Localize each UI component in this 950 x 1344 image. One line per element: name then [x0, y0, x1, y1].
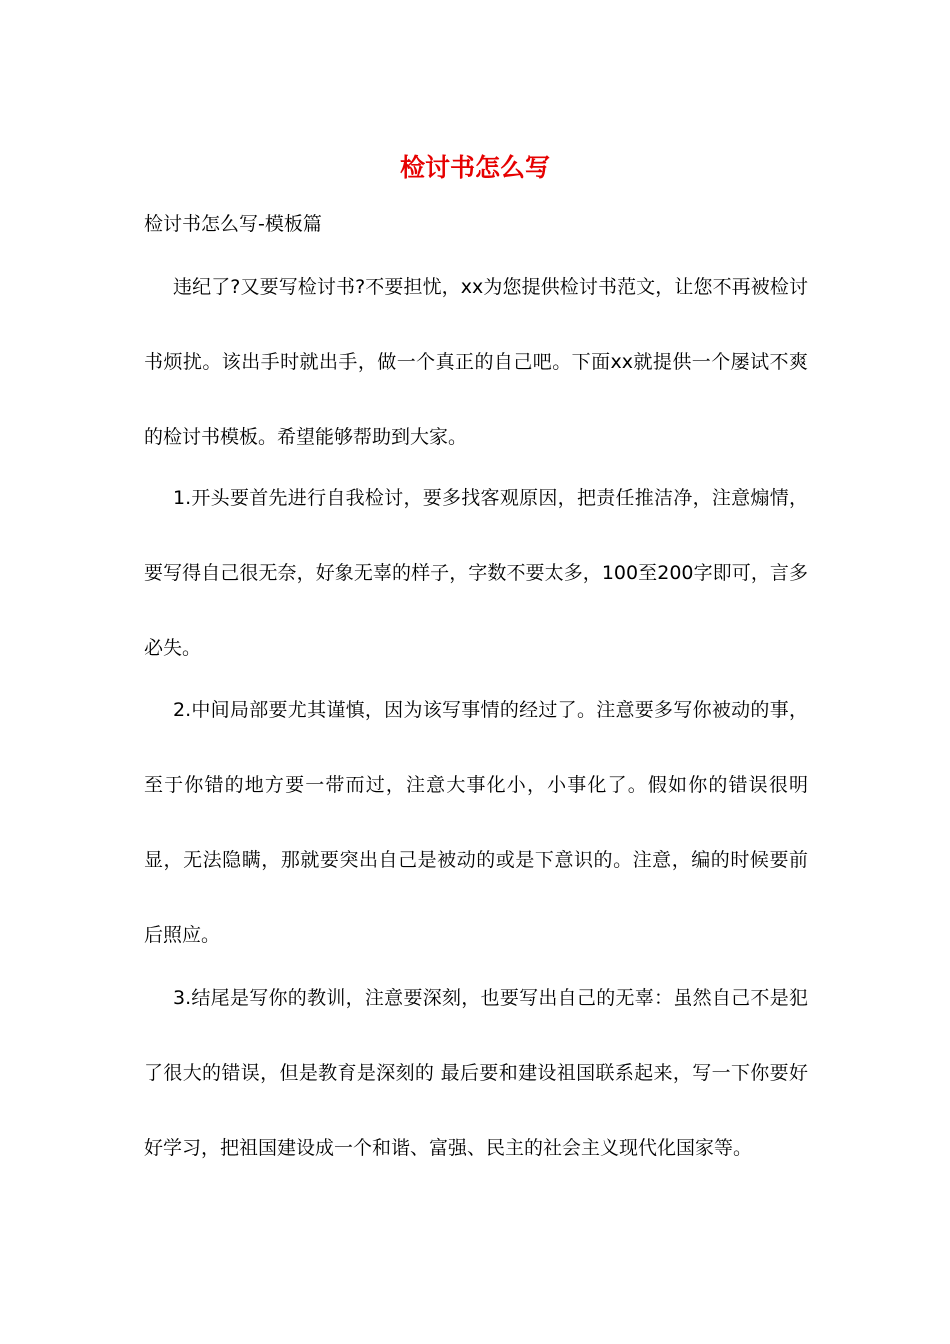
paragraph-text: 2.中间局部要尤其谨慎，因为该写事情的经过了。注意要多写你被动的事，至于你错的地方要一带而过，注意大事化小，小事化了。假如你的错误很明显，无法隐瞒，那就要突出自己是被动的或是下意识的。注意，编的时候要前后照应。 — [144, 699, 808, 946]
paragraph-text: 3.结尾是写你的教训，注意要深刻，也要写出自己的无辜：虽然自己不是犯了很大的错误，但是教育是深刻的 最后要和建设祖国联系起来，写一下你要好好学习，把祖国建设成一个和谐、富强、民主的社会主义现代化国家等。 — [144, 987, 808, 1159]
paragraph-text: 1.开头要首先进行自我检讨，要多找客观原因，把责任推洁净，注意煽情，要写得自己很无奈，好象无辜的样子，字数不要太多，100至200字即可，言多必失。 — [144, 487, 808, 659]
paragraph-point-3 — [144, 961, 808, 1186]
paragraph-intro — [144, 250, 808, 475]
document-subtitle: 检讨书怎么写-模板篇 — [144, 213, 322, 235]
paragraph-text: 违纪了?又要写检讨书?不要担忧，xx为您提供检讨书范文，让您不再被检讨书烦扰。该出手时就出手，做一个真正的自己吧。下面xx就提供一个屡试不爽的检讨书模板。希望能够帮助到大家。 — [144, 276, 808, 448]
document-title: 检讨书怎么写 — [399, 153, 550, 182]
paragraph-point-2 — [144, 673, 808, 973]
paragraph-point-1 — [144, 461, 808, 686]
